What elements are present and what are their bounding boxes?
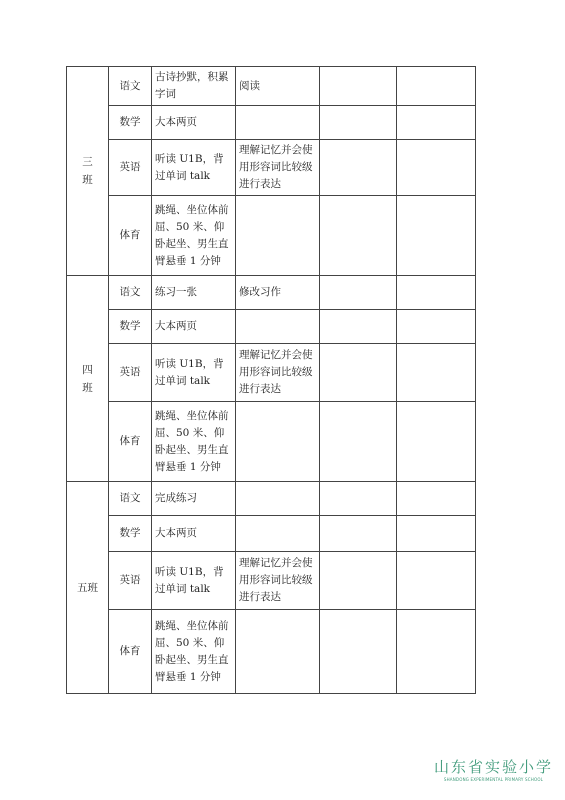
table-row xyxy=(67,67,476,106)
table-row xyxy=(67,106,476,140)
extra-cell: 理解记忆并会使用形容词比较级进行表达 xyxy=(236,140,320,196)
empty-cell xyxy=(397,67,476,106)
subject-cell: 数学 xyxy=(109,516,152,552)
class-name-cell xyxy=(67,276,109,482)
empty-cell xyxy=(397,344,476,402)
extra-cell: 修改习作 xyxy=(236,276,320,310)
table-row xyxy=(67,196,476,276)
empty-cell xyxy=(397,516,476,552)
empty-cell xyxy=(320,196,397,276)
class-name-cell xyxy=(67,482,109,694)
homework-cell: 听读 U1B，背过单词 talk xyxy=(152,140,236,196)
subject-cell: 英语 xyxy=(109,140,152,196)
subject-cell: 语文 xyxy=(109,482,152,516)
empty-cell xyxy=(397,140,476,196)
subject-cell: 英语 xyxy=(109,344,152,402)
extra-cell xyxy=(236,610,320,694)
subject-cell: 数学 xyxy=(109,106,152,140)
empty-cell xyxy=(397,310,476,344)
subject-cell: 数学 xyxy=(109,310,152,344)
empty-cell xyxy=(397,482,476,516)
extra-cell xyxy=(236,482,320,516)
table-row xyxy=(67,344,476,402)
table-row xyxy=(67,402,476,482)
subject-cell: 体育 xyxy=(109,196,152,276)
school-logo xyxy=(434,756,553,782)
table-row xyxy=(67,552,476,610)
empty-cell xyxy=(320,402,397,482)
homework-cell: 听读 U1B，背过单词 talk xyxy=(152,552,236,610)
empty-cell xyxy=(397,610,476,694)
subject-cell: 体育 xyxy=(109,402,152,482)
subject-cell: 语文 xyxy=(109,276,152,310)
empty-cell xyxy=(320,344,397,402)
empty-cell xyxy=(320,276,397,310)
homework-table xyxy=(66,66,476,694)
table-row xyxy=(67,516,476,552)
class-name-cell xyxy=(67,67,109,276)
homework-cell: 听读 U1B，背过单词 talk xyxy=(152,344,236,402)
empty-cell xyxy=(397,196,476,276)
homework-cell: 大本两页 xyxy=(152,516,236,552)
class-name: 三班 xyxy=(82,156,93,186)
table-row xyxy=(67,610,476,694)
extra-cell xyxy=(236,106,320,140)
homework-cell: 大本两页 xyxy=(152,106,236,140)
extra-cell xyxy=(236,402,320,482)
empty-cell xyxy=(397,276,476,310)
extra-cell xyxy=(236,310,320,344)
class-name: 五班 xyxy=(77,581,98,594)
empty-cell xyxy=(397,402,476,482)
empty-cell xyxy=(397,552,476,610)
table-row xyxy=(67,482,476,516)
subject-cell: 英语 xyxy=(109,552,152,610)
empty-cell xyxy=(320,310,397,344)
empty-cell xyxy=(320,482,397,516)
extra-cell xyxy=(236,516,320,552)
extra-cell: 理解记忆并会使用形容词比较级进行表达 xyxy=(236,552,320,610)
empty-cell xyxy=(320,516,397,552)
homework-cell: 大本两页 xyxy=(152,310,236,344)
extra-cell xyxy=(236,196,320,276)
extra-cell: 阅读 xyxy=(236,67,320,106)
empty-cell xyxy=(320,610,397,694)
extra-cell: 理解记忆并会使用形容词比较级进行表达 xyxy=(236,344,320,402)
table-row xyxy=(67,310,476,344)
empty-cell xyxy=(320,106,397,140)
homework-cell: 跳绳、坐位体前屈、50 米、仰卧起坐、男生直臂悬垂 1 分钟 xyxy=(152,402,236,482)
school-logo-english: SHANDONG EXPERIMENTAL PRIMARY SCHOOL xyxy=(443,777,544,782)
homework-cell: 跳绳、坐位体前屈、50 米、仰卧起坐、男生直臂悬垂 1 分钟 xyxy=(152,196,236,276)
homework-cell: 练习一张 xyxy=(152,276,236,310)
subject-cell: 语文 xyxy=(109,67,152,106)
school-logo-name: 山东省实验小学 xyxy=(433,758,553,776)
empty-cell xyxy=(397,106,476,140)
table-row xyxy=(67,276,476,310)
empty-cell xyxy=(320,140,397,196)
homework-cell: 跳绳、坐位体前屈、50 米、仰卧起坐、男生直臂悬垂 1 分钟 xyxy=(152,610,236,694)
class-name: 四班 xyxy=(82,363,93,394)
empty-cell xyxy=(320,552,397,610)
subject-cell: 体育 xyxy=(109,610,152,694)
empty-cell xyxy=(320,67,397,106)
table-row xyxy=(67,140,476,196)
homework-cell: 完成练习 xyxy=(152,482,236,516)
homework-cell: 古诗抄默，积累字词 xyxy=(152,67,236,106)
